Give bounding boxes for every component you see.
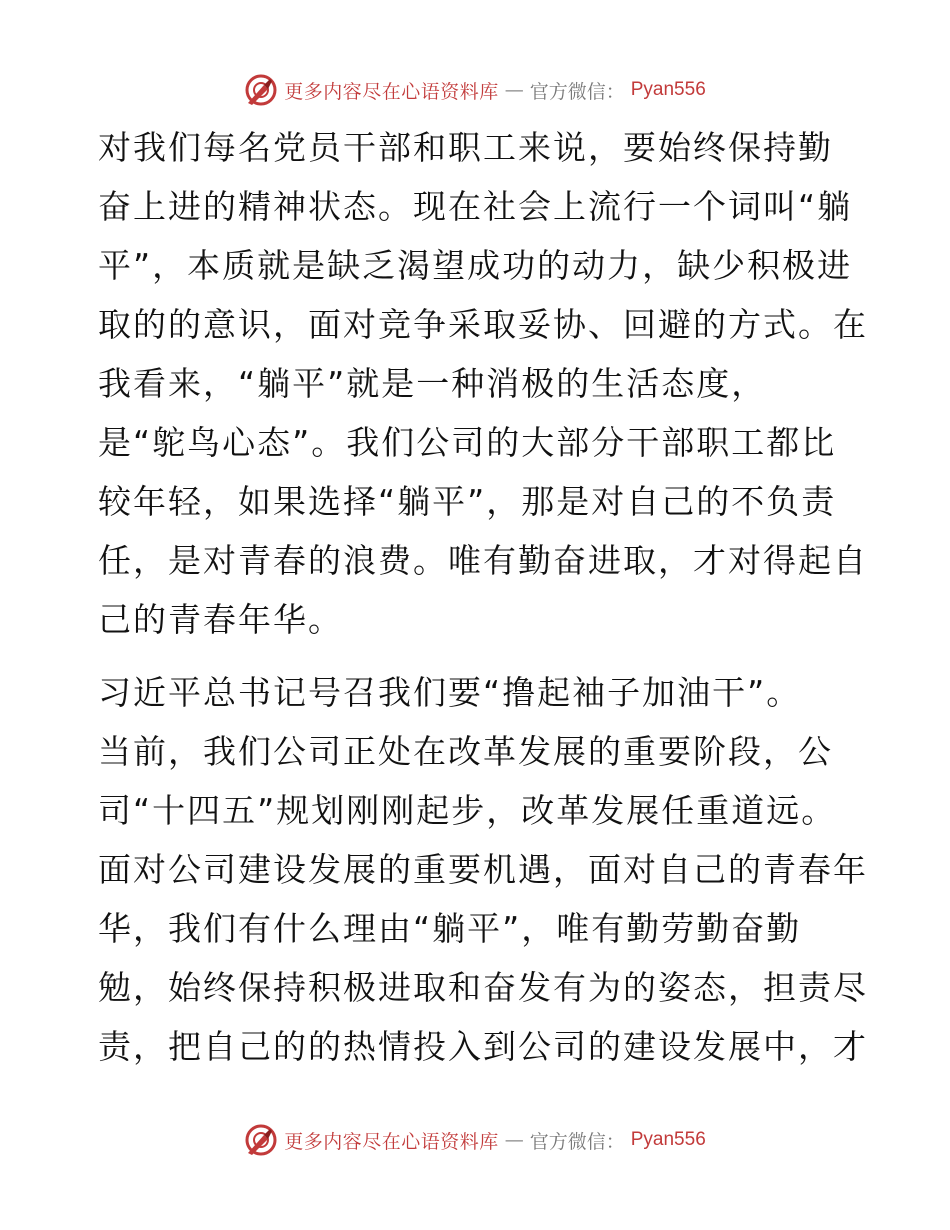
banner-official-label: 官方微信： bbox=[529, 80, 625, 103]
paragraph-2 bbox=[98, 663, 868, 1076]
banner-wechat-id: Pyan556 bbox=[630, 79, 706, 100]
text-line: 对我们每名党员干部和职工来说，要始终保持勤 bbox=[98, 128, 833, 167]
text-line: 己的青春年华。 bbox=[98, 600, 343, 639]
text-line: 较年轻，如果选择“躺平”，那是对自己的不负责 bbox=[98, 482, 837, 521]
text-line: 平”，本质就是缺乏渴望成功的动力，缺少积极进 bbox=[98, 246, 853, 285]
text-line: 是“鸵鸟心态”。我们公司的大部分干部职工都比 bbox=[98, 423, 837, 462]
xinyu-logo-icon bbox=[244, 1123, 278, 1157]
header-banner bbox=[0, 70, 950, 110]
text-line: 习近平总书记号召我们要“撸起袖子加油干”。 bbox=[98, 673, 802, 712]
text-line: 任，是对青春的浪费。唯有勤奋进取，才对得起自 bbox=[98, 541, 868, 580]
banner-wechat-id: Pyan556 bbox=[630, 1129, 706, 1150]
banner-separator: — bbox=[504, 1129, 524, 1151]
text-line: 取的的意识，面对竞争采取妥协、回避的方式。在 bbox=[98, 305, 868, 344]
text-line: 我看来，“躺平”就是一种消极的生活态度， bbox=[98, 364, 767, 403]
banner-official-label: 官方微信： bbox=[529, 1130, 625, 1153]
footer-banner bbox=[0, 1120, 950, 1160]
banner-promo-text: 更多内容尽在心语资料库 bbox=[284, 1130, 499, 1153]
document-body bbox=[98, 118, 868, 1076]
text-line: 责，把自己的的热情投入到公司的建设发展中，才 bbox=[98, 1027, 868, 1066]
text-line: 面对公司建设发展的重要机遇，面对自己的青春年 bbox=[98, 850, 868, 889]
paragraph-1 bbox=[98, 118, 868, 649]
banner-separator: — bbox=[504, 79, 524, 101]
text-line: 司“十四五”规划刚刚起步，改革发展任重道远。 bbox=[98, 791, 837, 830]
xinyu-logo-icon bbox=[244, 73, 278, 107]
text-line: 勉，始终保持积极进取和奋发有为的姿态，担责尽 bbox=[98, 968, 868, 1007]
text-line: 当前，我们公司正处在改革发展的重要阶段，公 bbox=[98, 732, 833, 771]
text-line: 华，我们有什么理由“躺平”，唯有勤劳勤奋勤 bbox=[98, 909, 802, 948]
text-line: 奋上进的精神状态。现在社会上流行一个词叫“躺 bbox=[98, 187, 853, 226]
banner-promo-text: 更多内容尽在心语资料库 bbox=[284, 80, 499, 103]
